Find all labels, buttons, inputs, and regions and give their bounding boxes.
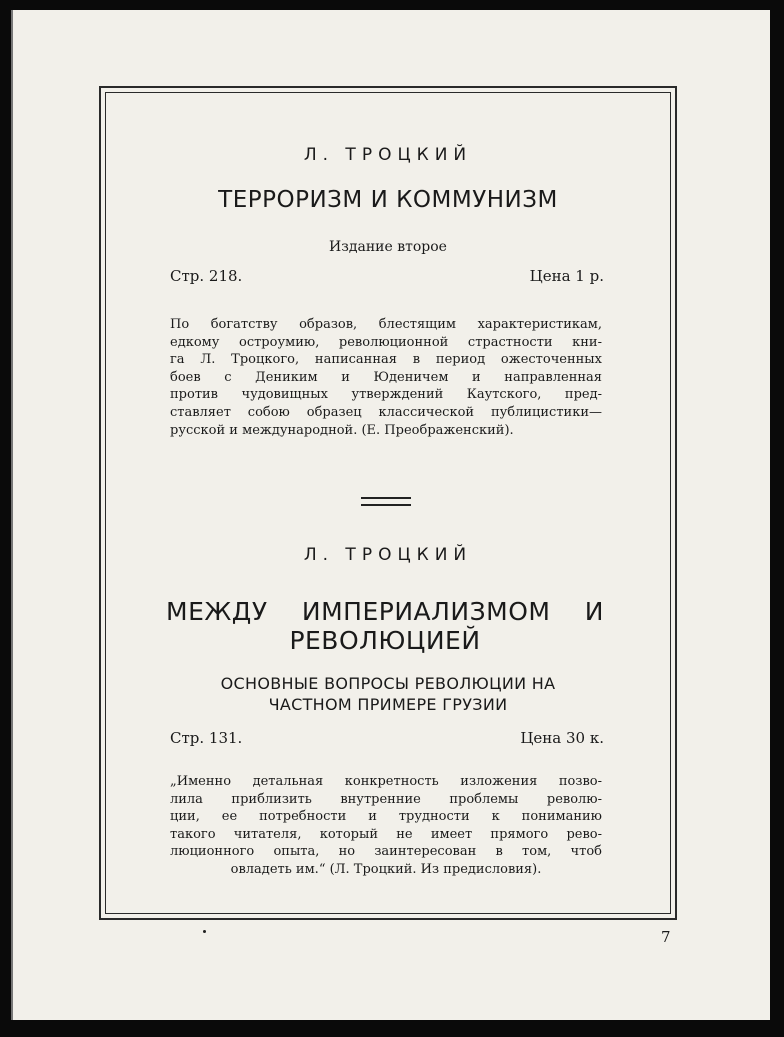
book2-subtitle-line2: ЧАСТНОМ ПРИМЕРЕ ГРУЗИИ bbox=[268, 695, 508, 714]
book1-title: ТЕРРОРИЗМ И КОММУНИЗМ bbox=[218, 187, 558, 213]
book1-edition: Издание второе bbox=[329, 239, 447, 255]
book1-review-line: едкому остроумию, революционной страстности кни- bbox=[170, 334, 602, 350]
section-divider bbox=[361, 497, 411, 506]
book1-review-line: против чудовищных утверждений Каутского, пред- bbox=[170, 387, 602, 403]
book2-price: Цена 30 к. bbox=[520, 729, 604, 747]
book1-pages: Стр. 218. bbox=[170, 267, 243, 285]
book2-quote-line: лила приблизить внутренние проблемы револю- bbox=[170, 791, 602, 807]
book2-quote bbox=[170, 773, 602, 879]
book2-quote-line: ции, ее потребности и трудности к пониманию bbox=[170, 809, 602, 825]
book1-review-line: ставляет собою образец классической публицистики— bbox=[170, 404, 602, 420]
page-frame-inner bbox=[105, 92, 671, 914]
book2-title-line1: МЕЖДУ ИМПЕРИАЛИЗМОМ И bbox=[166, 597, 604, 626]
book1-review-line: боев с Дениким и Юденичем и направленная bbox=[170, 369, 602, 385]
book2-quote-line: „Именно детальная конкретность изложения позво- bbox=[170, 774, 602, 789]
page-number: 7 bbox=[661, 928, 671, 946]
book1-review-line: га Л. Троцкого, написанная в период ожесточенных bbox=[170, 352, 602, 368]
book2-pages: Стр. 131. bbox=[170, 729, 243, 747]
book1-meta bbox=[170, 267, 604, 285]
book2-quote-line: такого читателя, который не имеет прямого рево- bbox=[170, 826, 602, 842]
page bbox=[11, 10, 770, 1020]
book2-quote-line: овладеть им.“ (Л. Троцкий. Из предисловия). bbox=[230, 861, 542, 877]
book2-subtitle-line1: ОСНОВНЫЕ ВОПРОСЫ РЕВОЛЮЦИИ НА bbox=[220, 674, 556, 693]
book1-review-line: По богатству образов, блестящим характеристикам, bbox=[170, 317, 602, 332]
book2-title-line2: РЕВОЛЮЦИЕЙ bbox=[289, 626, 481, 655]
book2-title bbox=[166, 597, 604, 655]
page-frame bbox=[99, 86, 677, 920]
book1-review-line: русской и международной. (Е. Преображенский). bbox=[170, 422, 514, 438]
ink-speck bbox=[203, 930, 206, 933]
book1-review bbox=[170, 316, 602, 439]
book2-author: Л. ТРОЦКИЙ bbox=[303, 545, 473, 565]
book2-quote-line: люционного опыта, но заинтересован в том, чтоб bbox=[170, 844, 602, 860]
book2-meta bbox=[170, 729, 604, 747]
book2-subtitle bbox=[106, 673, 670, 715]
book1-price: Цена 1 р. bbox=[529, 267, 604, 285]
book1-author: Л. ТРОЦКИЙ bbox=[303, 145, 473, 165]
